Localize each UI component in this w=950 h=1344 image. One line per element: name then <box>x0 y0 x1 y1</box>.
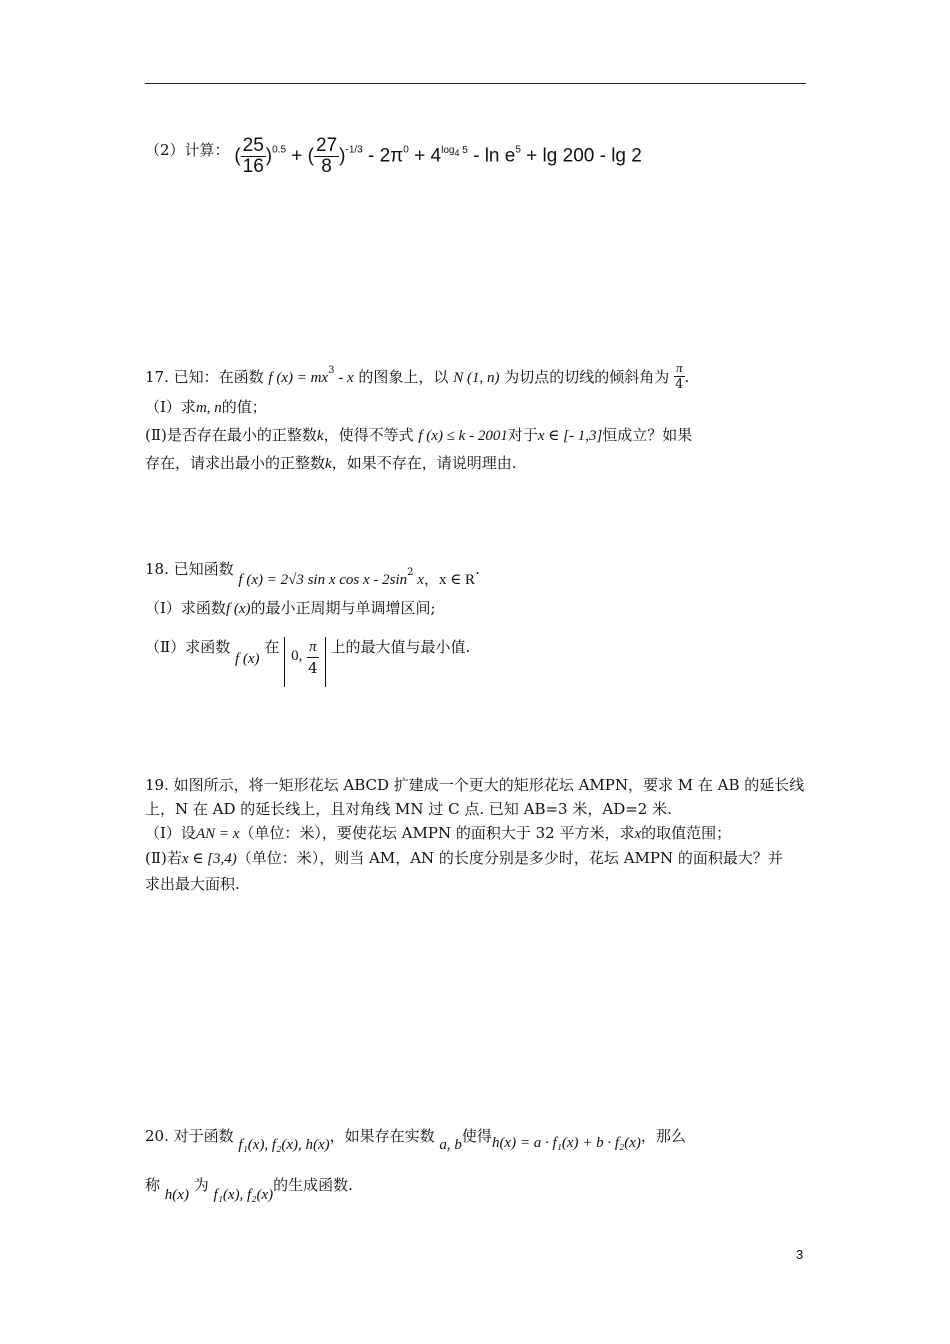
q18-interval: 0, $\frac{\pi}{4}$ <box>284 637 326 687</box>
q20-line2: 称 h(x) 为 f₁(x), f₂(x)的生成函数. <box>145 1176 353 1203</box>
q17-part1: （Ⅰ）求m, n的值； <box>145 398 267 416</box>
q19-part1: （Ⅰ）设AN = x（单位：米），要使花坛 AMPN 的面积大于 32 平方米，求x的取值范围； <box>145 824 732 842</box>
q19-part2: (Ⅱ)若x ∈ [3,4)（单位：米），则当 AM，AN 的长度分别是多少时，花坛 AMPN 的面积最大？并 <box>145 849 783 867</box>
page-number: 3 <box>796 1247 804 1262</box>
q18-part2: （Ⅱ）求函数 f (x) 在 0, $\frac{\pi}{4}$ 上的最大值与最小值. <box>145 637 470 687</box>
q17-part2: (Ⅱ)是否存在最小的正整数k，使得不等式 f (x) ≤ k - 2001对于x ∈ [- 1,3]恒成立？如果 <box>145 426 693 444</box>
q16-expression: ( $\frac{25}{16}$ )$^{0.5}$ + ( $\frac{27}{8}$ )$^{-1/3} - 2\pi^0 + 4^{log4 5} - \ln e^5 + \lg 200 - \lg 2$ <box>234 135 642 177</box>
q19-line2: 上，N 在 AD 的延长线上，且对角线 MN 过 C 点. 已知 AB=3 米，AD=2 米. <box>145 800 672 818</box>
q20-line1: 20. 对于函数 f₁(x), f₂(x), h(x)，如果存在实数 a, b使得h(x) = a · f₁(x) + b · f₂(x)，那么 <box>145 1127 686 1153</box>
q16-part2 <box>145 135 642 177</box>
q18-part1: （Ⅰ）求函数f (x)的最小正周期与单调增区间; <box>145 599 436 617</box>
q19-part2-cont: 求出最大面积. <box>145 875 240 893</box>
header-rule <box>145 83 806 84</box>
q16-label: （2）计算： <box>145 141 230 159</box>
q17-stem: 17. 已知：在函数 f $(x) = mx^3 - x$ 的图象上，以 N (1, n) 为切点的切线的倾斜角为 $\frac{\pi}{4}$ . <box>145 360 690 392</box>
q17-part2-cont: 存在，请求出最小的正整数k，如果不存在，请说明理由. <box>145 454 517 472</box>
q18-stem: 18. 已知函数 f (x) = 2√3 sin x cos x - $2\sin^2$ x，x ∈ R. <box>145 560 480 588</box>
q19-line1: 19. 如图所示，将一矩形花坛 ABCD 扩建成一个更大的矩形花坛 AMPN，要求 M 在 AB 的延长线 <box>145 776 805 794</box>
